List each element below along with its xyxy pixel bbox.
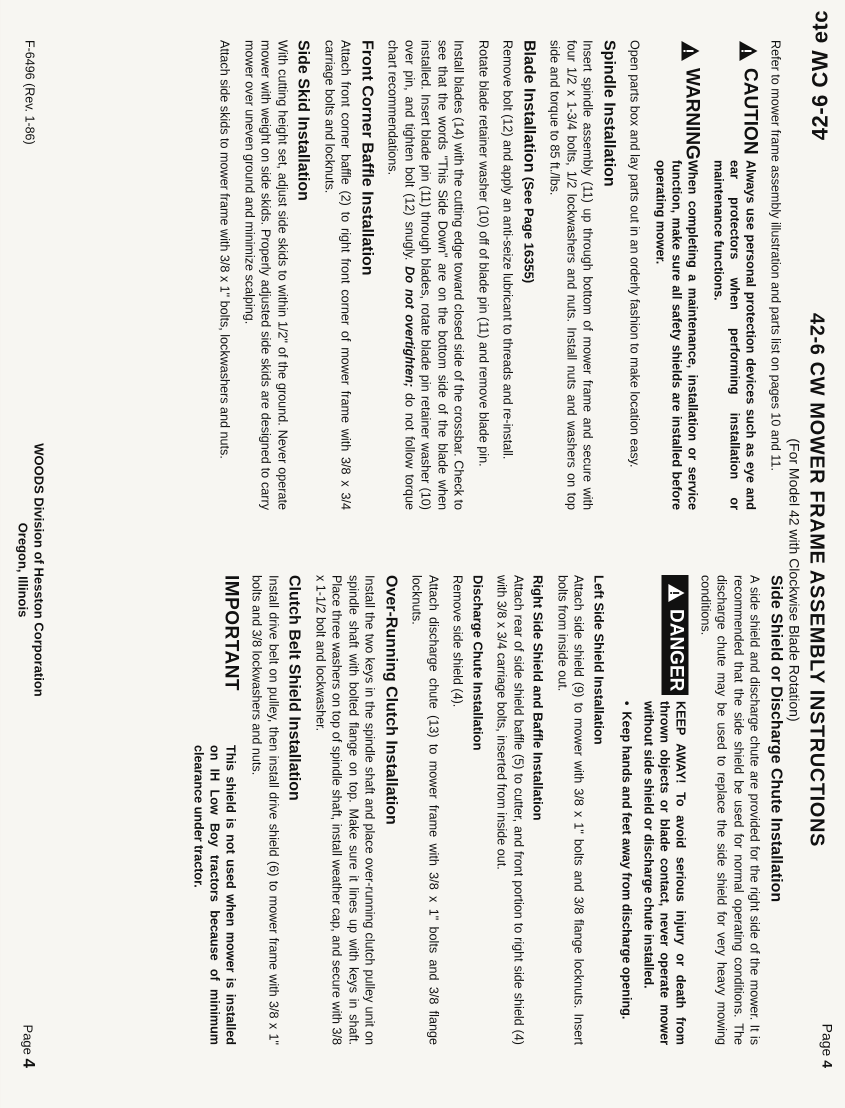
caution-notice [711, 40, 759, 510]
page-number-bottom [18, 1025, 38, 1068]
right-shield-heading: Right Side Shield and Baffle Installation [530, 575, 546, 821]
danger-label: DANGER [665, 609, 686, 692]
page-label: Page [20, 1024, 35, 1055]
warning-notice [653, 40, 701, 510]
side-shield-text: A side shield and discharge chute are provided for the right side of the mower. It is recommended that the side shield be used for normal operating conditions. The discharge chute may be used to replace the side shield for very heavy mowing conditions. [698, 575, 762, 1045]
intro-text: Refer to mower frame assembly illustration and parts list on pages 10 and 11. [768, 40, 782, 471]
danger-bullet [618, 701, 635, 1045]
important-notice [190, 575, 241, 1045]
front-baffle-text: Attach front corner baffle (2) to right front corner of mower frame with 3/8 x 3/4 carriage bolts and locknuts. [322, 40, 353, 510]
side-skid-text-2: Attach side skids to mower frame with 3/8 x 1" bolts, lockwashers and nuts. [217, 40, 232, 459]
page-num: 4 [19, 1058, 38, 1068]
page-number-top [819, 1024, 835, 1068]
form-number: F-6496 (Rev. 1-86) [22, 40, 36, 145]
important-text: This shield is not used when mower is installed on IH Low Boy tractors because of minimum clearance under tractor. [191, 745, 237, 1045]
warning-tag [681, 40, 701, 160]
blade-heading [520, 40, 537, 510]
left-shield-heading: Left Side Shield Installation [591, 575, 606, 745]
page-num: 4 [819, 1060, 835, 1068]
danger-text: KEEP AWAY! To avoid serious injury or death from thrown objects or blade contact, never operate mower without side shield or discharge chute installed. [641, 701, 688, 1045]
title-block [786, 200, 827, 960]
danger-notice [641, 575, 689, 1045]
bullet-dot-icon: • [619, 701, 634, 706]
side-skid-heading: Side Skid Installation [294, 40, 312, 201]
caution-tag [739, 40, 759, 160]
warning-triangle-icon [664, 583, 686, 603]
handwritten-margin-tag: 42-6 CW etc [807, 10, 832, 141]
danger-bullet-text: Keep hands and feet away from discharge opening. [619, 711, 634, 1020]
danger-tag-wrap [661, 575, 689, 695]
spindle-text: Insert spindle assembly (11) up through bottom of mower frame and secure with four 1/2 x 1-3/4 bolts, 1/2 lockwashers and nuts. Install nuts and washers on top side and torque to 85 ft./lbs. [547, 40, 595, 510]
side-shield-heading: Side Shield or Discharge Chute Installation [767, 575, 784, 903]
belt-shield-heading: Clutch Belt Shield Installation [285, 575, 303, 801]
warning-triangle-icon [739, 40, 759, 62]
company-block [14, 370, 46, 770]
open-parts-text: Open parts box and lay parts out in an orderly fashion to make location easy. [627, 40, 642, 468]
caution-label: CAUTION [738, 68, 760, 155]
blade-text-3b: Do not overtighten; [402, 266, 416, 388]
important-label: IMPORTANT [220, 575, 241, 692]
blade-text-3 [384, 40, 467, 510]
document-subtitle: (For Model 42 with Clockwise Blade Rotation) [786, 438, 802, 722]
right-shield-text: Attach rear of side shield baffle (5) to cutter, and front portion to right side shield (4) with 3/8 x 3/4 carriage bolts, inserted from inside out. [494, 575, 525, 1045]
blade-text-1: Remove bolt (12) and apply an anti-seize lubricant to threads and re-install. [500, 40, 515, 460]
front-baffle-heading: Front Corner Baffle Installation [358, 40, 375, 276]
blade-heading-text: Blade Installation [520, 40, 537, 173]
warning-triangle-icon [681, 40, 701, 62]
belt-shield-text: Install drive belt on pulley, then install drive shield (6) to mower frame with 3/8 x 1" bolts and 3/8 lockwashers and nuts. [249, 575, 280, 1045]
chute-text-1: Remove side shield (4). [450, 575, 465, 708]
page-label: Page [819, 1023, 835, 1057]
clutch-heading: Over-Running Clutch Installation [382, 575, 399, 825]
blade-text-2: Rotate blade retainer washer (10) off of blade pin (11) and remove blade pin. [476, 40, 490, 467]
clutch-text: Install the two keys in the spindle shaft and place over-running clutch pulley unit on spindle shaft with bolted flange on top. Make sure it lines up with keys in shaft. Place three washers on top of spindle shaft, install weather cap, and secure with 3/8 x 1-1/2 bolt and lockwasher. [313, 575, 377, 1045]
left-column [208, 40, 783, 510]
caution-text: Always use personal protection devices such as eye and ear protectors when performing installation or maintenance functions. [711, 160, 758, 510]
blade-text-3a: Install blades (14) with the cutting edge toward closed side of the crossbar. Check to see that the words "This Side Down" are on the bottom side of the blade when installed. Insert blade pin (11) through blades, rotate blade pin retainer washer (10) over pin, and tighten bolt (12) snugly. [402, 40, 466, 510]
company-line-2: Oregon, Illinois [15, 522, 30, 618]
warning-text: When completing a maintenance, installation or service function, make sure all safety shields are installed before operating mower. [653, 160, 700, 510]
document-title: 42-6 CW MOWER FRAME ASSEMBLY INSTRUCTIONS [805, 313, 827, 847]
danger-badge [661, 575, 689, 695]
warning-label: WARNING [680, 68, 702, 160]
blade-text-3c: do not follow torque chart recommendations. [385, 40, 416, 510]
chute-text-2: Attach discharge chute (13) to mower frame with 3/8 x 1" bolts and 3/8 flange locknuts. [409, 575, 440, 1045]
side-skid-text-1: With cutting height set, adjust side skids to within 1/2" of the ground. Never operate mower with weight on side skids. Properly adjusted side skids are designed to carry mower over uneven ground and minimize scalping. [242, 40, 289, 510]
right-column [184, 575, 783, 1045]
chute-heading: Discharge Chute Installation [470, 575, 485, 751]
left-shield-text: Attach side shield (9) to mower with 3/8 x 1" bolts and 3/8 flange locknuts. Insert bolts from inside out. [555, 575, 586, 1045]
blade-heading-ref: (See Page 16355) [521, 176, 536, 284]
spindle-heading: Spindle Installation [600, 40, 617, 187]
company-line-1: WOODS Division of Hesston Corporation [31, 443, 46, 697]
